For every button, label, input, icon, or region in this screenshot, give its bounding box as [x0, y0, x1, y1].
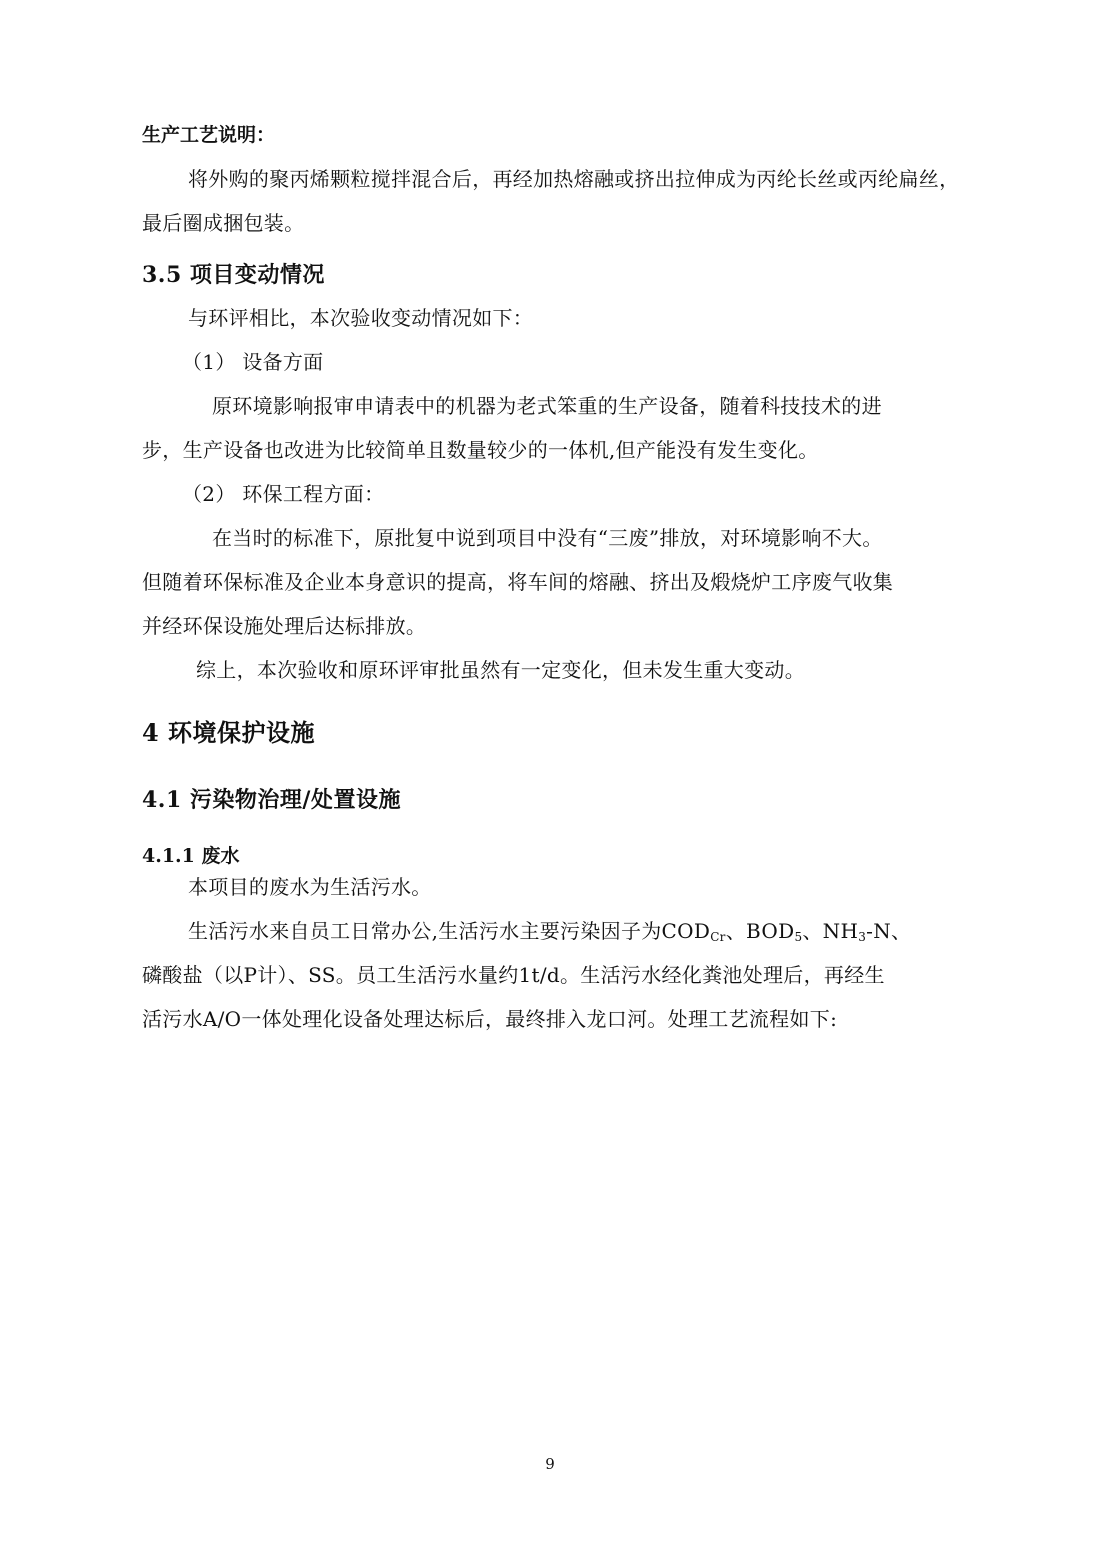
item-2-title: （2） 环保工程方面： [182, 482, 385, 506]
nh3-subscript: 3 [858, 930, 867, 944]
section-4-1-1-body [142, 865, 972, 1041]
process-line-1: 将外购的聚丙烯颗粒搅拌混合后，再经加热熔融或挤出拉伸成为丙纶长丝或丙纶扁丝， [188, 167, 960, 191]
item-1-line-1: 原环境影响报审申请表中的机器为老式笨重的生产设备，随着科技技术的进 [212, 394, 882, 418]
wastewater-line-4: 活污水A/O一体处理化设备处理达标后，最终排入龙口河。处理工艺流程如下: [142, 1007, 838, 1031]
bod-subscript: 5 [794, 930, 803, 944]
wastewater-line-2 [142, 909, 972, 953]
section-3-5-intro: 与环评相比，本次验收变动情况如下： [188, 306, 534, 330]
item-1-line-2: 步，生产设备也改进为比较简单且数量较少的一体机,但产能没有发生变化。 [142, 438, 819, 462]
wastewater-line-1: 本项目的废水为生活污水。 [188, 875, 432, 899]
item-2-line-2: 但随着环保标准及企业本身意识的提高，将车间的熔融、挤出及煅烧炉工序废气收集 [142, 570, 894, 594]
process-label: 生产工艺说明： [142, 124, 276, 146]
section-3-5-summary: 综上，本次验收和原环评审批虽然有一定变化，但未发生重大变动。 [196, 658, 805, 682]
wastewater-line-2-part-b: 、BOD [725, 919, 795, 943]
wastewater-line-3: 磷酸盐（以P计）、SS。员工生活污水量约1t/d。生活污水经化粪池处理后，再经生 [142, 963, 885, 987]
section-3-5-heading: 3.5 项目变动情况 [142, 262, 325, 288]
wastewater-line-2-part-c: 、NH [802, 919, 859, 943]
item-2-line-1: 在当时的标准下，原批复中说到项目中没有“三废”排放，对环境影响不大。 [212, 526, 883, 550]
section-4-heading: 4 环境保护设施 [142, 718, 316, 747]
item-2-line-3: 并经环保设施处理后达标排放。 [142, 614, 427, 638]
wastewater-line-2-part-d: -N、 [866, 919, 912, 943]
section-3-5-body [142, 296, 972, 692]
section-4-1-heading: 4.1 污染物治理/处置设施 [142, 787, 401, 813]
page-number: 9 [545, 1455, 555, 1473]
item-1-title: （1） 设备方面 [182, 350, 324, 374]
section-4-1-1-heading: 4.1.1 废水 [142, 845, 240, 867]
process-paragraph [142, 157, 972, 245]
cod-subscript: Cr [710, 930, 726, 944]
wastewater-line-2-part-a: 生活污水来自员工日常办公,生活污水主要污染因子为COD [188, 919, 711, 943]
process-line-2: 最后圈成捆包装。 [142, 211, 305, 235]
